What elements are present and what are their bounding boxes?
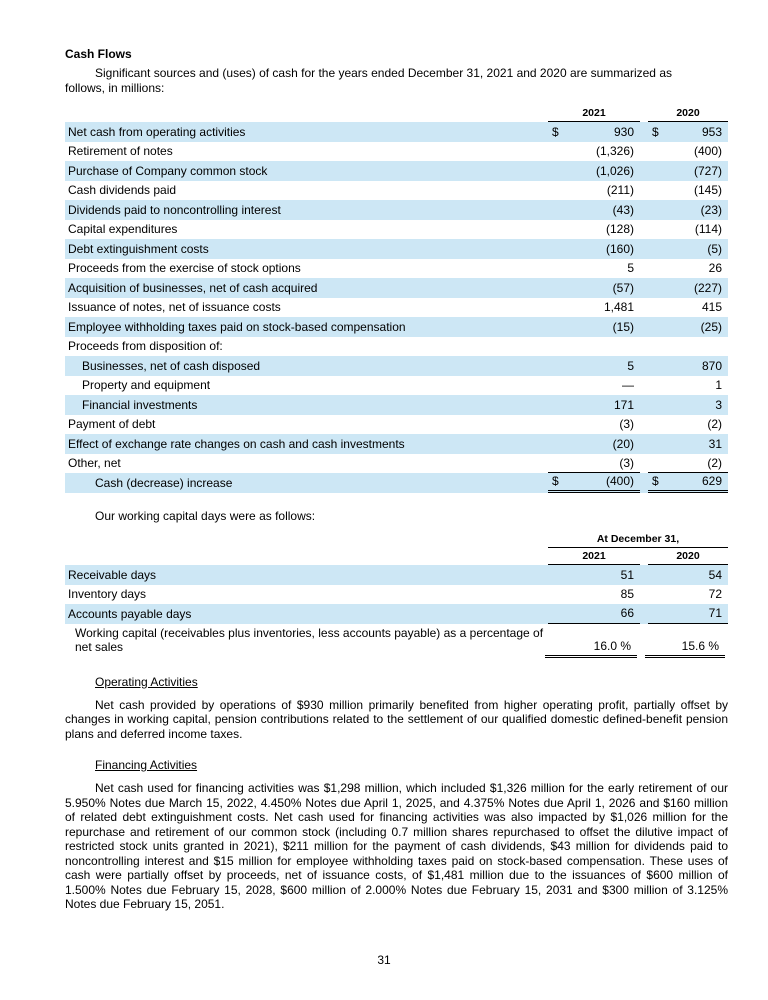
- row-label: Working capital (receivables plus inventories, less accounts payable) as a percentage of net sales: [75, 625, 544, 654]
- value-cell-2020: [648, 317, 728, 337]
- row-label: Businesses, net of cash disposed: [82, 358, 261, 373]
- row-label: Cash (decrease) increase: [95, 475, 233, 490]
- section-heading: Cash Flows: [65, 47, 132, 61]
- cell-value: 66: [620, 606, 634, 621]
- row-label: Receivable days: [68, 567, 157, 582]
- cash-flow-row: [65, 142, 728, 162]
- cell-value: (57): [612, 280, 634, 295]
- cell-value: 1,481: [603, 300, 634, 315]
- value-cell-2020: [648, 434, 728, 454]
- value-cell-2020: [648, 604, 728, 624]
- cell-value: 953: [701, 124, 722, 139]
- cell-value: 5: [627, 358, 634, 373]
- value-cell-2021: [548, 473, 640, 493]
- value-cell-2021: [548, 376, 640, 396]
- cell-value: (128): [605, 222, 634, 237]
- value-cell-2020: [648, 278, 728, 298]
- cash-flow-row: [65, 200, 728, 220]
- cell-value: —: [622, 378, 634, 393]
- dollar-sign: $: [652, 474, 659, 489]
- col-header-2020: 2020: [648, 550, 728, 565]
- working-capital-row: [65, 624, 728, 658]
- cash-flow-row: [65, 415, 728, 435]
- value-cell-2021: [548, 585, 640, 605]
- value-cell-2020: [648, 142, 728, 162]
- row-label: Property and equipment: [82, 378, 211, 393]
- value-cell-2021: [548, 142, 640, 162]
- column-gap: [640, 220, 648, 240]
- cell-value: (5): [707, 241, 722, 256]
- cell-value: (227): [693, 280, 722, 295]
- value-cell-2021: [548, 337, 640, 357]
- financing-activities-heading: Financing Activities: [95, 758, 198, 772]
- value-cell-2020: [648, 298, 728, 318]
- cash-flow-table-body: [65, 122, 728, 493]
- cash-flow-row: [65, 434, 728, 454]
- value-cell-2021: [548, 415, 640, 435]
- column-gap: [640, 122, 648, 142]
- column-gap: [640, 181, 648, 201]
- cell-value: 72: [708, 587, 722, 602]
- cash-flow-row: [65, 337, 728, 357]
- value-cell-2021: [548, 200, 640, 220]
- column-gap: [640, 454, 648, 474]
- column-gap: [640, 200, 648, 220]
- value-cell-2020: [648, 585, 728, 605]
- financing-activities-paragraph: Net cash used for financing activities was $1,298 million, which included $1,326 million for the early retirement of our 5.950% Notes due March 15, 2022, 4.450% Notes due April 1, 2025, and 4.375% Notes due April 1, 2026 and $160 million of related debt extinguishment costs. Net cash used for financing activities was also impacted by $1,026 million for the repurchase and retirement of our common stock (including 0.7 million shares repurchased to offset the dilutive impact of restricted stock units granted in 2021), $211 million for the payment of cash dividends, $43 million for dividends paid to noncontrolling interest and $15 million for employee withholding taxes paid on stock-based compensation. These uses of cash were partially offset by proceeds, net of issuance costs, of $1,481 million due to the issuances of $600 million of 1.500% Notes due February 15, 2028, $600 million of 2.000% Notes due February 15, 2031 and $300 million of 3.125% Notes due February 15, 2051.: [65, 781, 728, 911]
- cash-flow-row: [65, 356, 728, 376]
- cell-value: (727): [693, 163, 722, 178]
- value-cell-2020: [648, 239, 728, 259]
- dollar-sign: $: [652, 124, 659, 139]
- column-gap: [640, 278, 648, 298]
- value-cell-2020: [648, 415, 728, 435]
- cell-value: 171: [613, 397, 634, 412]
- cash-flow-row: [65, 473, 728, 493]
- value-cell-2020: [645, 624, 725, 658]
- column-gap: [640, 376, 648, 396]
- value-cell-2020: [648, 122, 728, 142]
- value-cell-2021: [548, 434, 640, 454]
- row-label: Financial investments: [82, 397, 198, 412]
- dollar-sign: $: [552, 124, 559, 139]
- column-gap: [640, 317, 648, 337]
- row-label: Acquisition of businesses, net of cash acquired: [68, 280, 318, 295]
- cell-value: 31: [708, 436, 722, 451]
- working-capital-table-header: [65, 550, 728, 565]
- cell-value: 1: [715, 378, 722, 393]
- column-gap: [640, 142, 648, 162]
- cell-value: 71: [708, 606, 722, 621]
- row-label: Net cash from operating activities: [68, 124, 246, 139]
- cell-value: (3): [619, 455, 634, 470]
- cell-value: 3: [715, 397, 722, 412]
- cash-flow-row: [65, 317, 728, 337]
- working-capital-span-header-row: [65, 533, 728, 548]
- cash-flow-row: [65, 239, 728, 259]
- cell-value: (400): [693, 144, 722, 159]
- cash-flow-table-header: [65, 107, 728, 122]
- cell-value: (3): [619, 417, 634, 432]
- working-capital-intro: Our working capital days were as follows:: [95, 508, 316, 523]
- cash-flow-row: [65, 220, 728, 240]
- value-cell-2020: [648, 181, 728, 201]
- row-label: Purchase of Company common stock: [68, 163, 268, 178]
- value-cell-2020: [648, 454, 728, 474]
- cell-value: (2): [707, 417, 722, 432]
- cell-value: 870: [701, 358, 722, 373]
- cell-value: (43): [612, 202, 634, 217]
- row-label: Accounts payable days: [68, 606, 192, 621]
- column-gap: [640, 473, 648, 493]
- cash-flow-row: [65, 395, 728, 415]
- value-cell-2020: [648, 337, 728, 357]
- value-cell-2021: [548, 298, 640, 318]
- cash-flow-row: [65, 122, 728, 142]
- value-cell-2021: [548, 356, 640, 376]
- cash-flow-row: [65, 259, 728, 279]
- cell-value: (400): [605, 474, 634, 489]
- cell-value: (20): [612, 436, 634, 451]
- row-label: Retirement of notes: [68, 144, 173, 159]
- row-label: Cash dividends paid: [68, 183, 177, 198]
- column-gap: [640, 415, 648, 435]
- row-label: Effect of exchange rate changes on cash and cash investments: [68, 436, 405, 451]
- column-gap: [640, 356, 648, 376]
- cell-value: (114): [694, 222, 722, 237]
- working-capital-row: [65, 565, 728, 585]
- value-cell-2021: [548, 181, 640, 201]
- cell-value: (145): [693, 183, 722, 198]
- cash-flow-row: [65, 278, 728, 298]
- column-gap: [640, 395, 648, 415]
- page-number: 31: [377, 953, 391, 967]
- value-cell-2020: [648, 220, 728, 240]
- span-header-at-december-31: At December 31,: [548, 533, 728, 548]
- cell-value: 85: [620, 587, 634, 602]
- row-label: Other, net: [68, 456, 121, 471]
- value-cell-2020: [648, 200, 728, 220]
- row-label: Employee withholding taxes paid on stock-based compensation: [68, 319, 406, 334]
- value-cell-2021: [548, 604, 640, 624]
- cell-value: 16.0 %: [593, 638, 631, 653]
- column-gap: [640, 161, 648, 181]
- cell-value: 629: [701, 474, 722, 489]
- working-capital-table-body: [65, 565, 728, 658]
- value-cell-2021: [548, 565, 640, 585]
- value-cell-2020: [648, 356, 728, 376]
- column-gap: [640, 585, 648, 605]
- cash-flow-table: [65, 107, 728, 493]
- row-label: Inventory days: [68, 587, 147, 602]
- value-cell-2021: [548, 317, 640, 337]
- value-cell-2020: [648, 259, 728, 279]
- cell-value: (211): [606, 183, 634, 198]
- intro-paragraph: Significant sources and (uses) of cash for the years ended December 31, 2021 and 2020 are summarized as follows, in millions:: [65, 66, 672, 95]
- working-capital-row: [65, 604, 728, 624]
- value-cell-2020: [648, 473, 728, 493]
- cash-flow-row: [65, 181, 728, 201]
- column-gap: [640, 565, 648, 585]
- value-cell-2021: [548, 259, 640, 279]
- operating-activities-heading: Operating Activities: [95, 674, 198, 689]
- cell-value: (2): [707, 455, 722, 470]
- cell-value: 5: [627, 261, 634, 276]
- cell-value: 415: [701, 300, 722, 315]
- cell-value: 51: [620, 567, 634, 582]
- cash-flow-row: [65, 298, 728, 318]
- row-label: Issuance of notes, net of issuance costs: [68, 300, 281, 315]
- row-label: Payment of debt: [68, 417, 156, 432]
- value-cell-2021: [548, 122, 640, 142]
- column-gap: [640, 298, 648, 318]
- row-label: Proceeds from the exercise of stock options: [68, 261, 301, 276]
- column-gap: [640, 239, 648, 259]
- cell-value: (23): [700, 202, 722, 217]
- cell-value: (25): [700, 319, 722, 334]
- column-gap: [640, 337, 648, 357]
- value-cell-2020: [648, 376, 728, 396]
- cell-value: (1,026): [595, 163, 634, 178]
- cell-value: 54: [708, 567, 722, 582]
- cash-flow-row: [65, 454, 728, 474]
- row-label: Proceeds from disposition of:: [68, 339, 223, 354]
- column-gap: [640, 259, 648, 279]
- cell-value: 930: [613, 124, 634, 139]
- value-cell-2021: [548, 454, 640, 474]
- dollar-sign: $: [552, 474, 559, 489]
- cash-flow-row: [65, 376, 728, 396]
- cell-value: (1,326): [595, 144, 634, 159]
- value-cell-2021: [548, 220, 640, 240]
- value-cell-2020: [648, 161, 728, 181]
- cell-value: 15.6 %: [681, 638, 719, 653]
- column-gap: [640, 434, 648, 454]
- operating-activities-paragraph: Net cash provided by operations of $930 million primarily benefited from higher operating profit, partially offset by changes in working capital, pension contributions related to the settlement of our qualified domestic defined-benefit pension plans and deferred income taxes.: [65, 697, 728, 741]
- working-capital-table: [65, 533, 728, 658]
- value-cell-2021: [548, 161, 640, 181]
- working-capital-row: [65, 585, 728, 605]
- cell-value: (160): [605, 241, 634, 256]
- value-cell-2021: [548, 395, 640, 415]
- column-gap: [637, 624, 645, 658]
- col-header-2020: 2020: [648, 107, 728, 122]
- row-label: Debt extinguishment costs: [68, 241, 209, 256]
- value-cell-2021: [548, 278, 640, 298]
- col-header-2021: 2021: [548, 107, 640, 122]
- row-label: Dividends paid to noncontrolling interest: [68, 202, 281, 217]
- value-cell-2021: [548, 239, 640, 259]
- column-gap: [640, 604, 648, 624]
- cell-value: 26: [708, 261, 722, 276]
- value-cell-2020: [648, 565, 728, 585]
- value-cell-2021: [545, 624, 637, 658]
- cash-flow-row: [65, 161, 728, 181]
- cell-value: (15): [612, 319, 634, 334]
- value-cell-2020: [648, 395, 728, 415]
- col-header-2021: 2021: [548, 550, 640, 565]
- row-label: Capital expenditures: [68, 222, 178, 237]
